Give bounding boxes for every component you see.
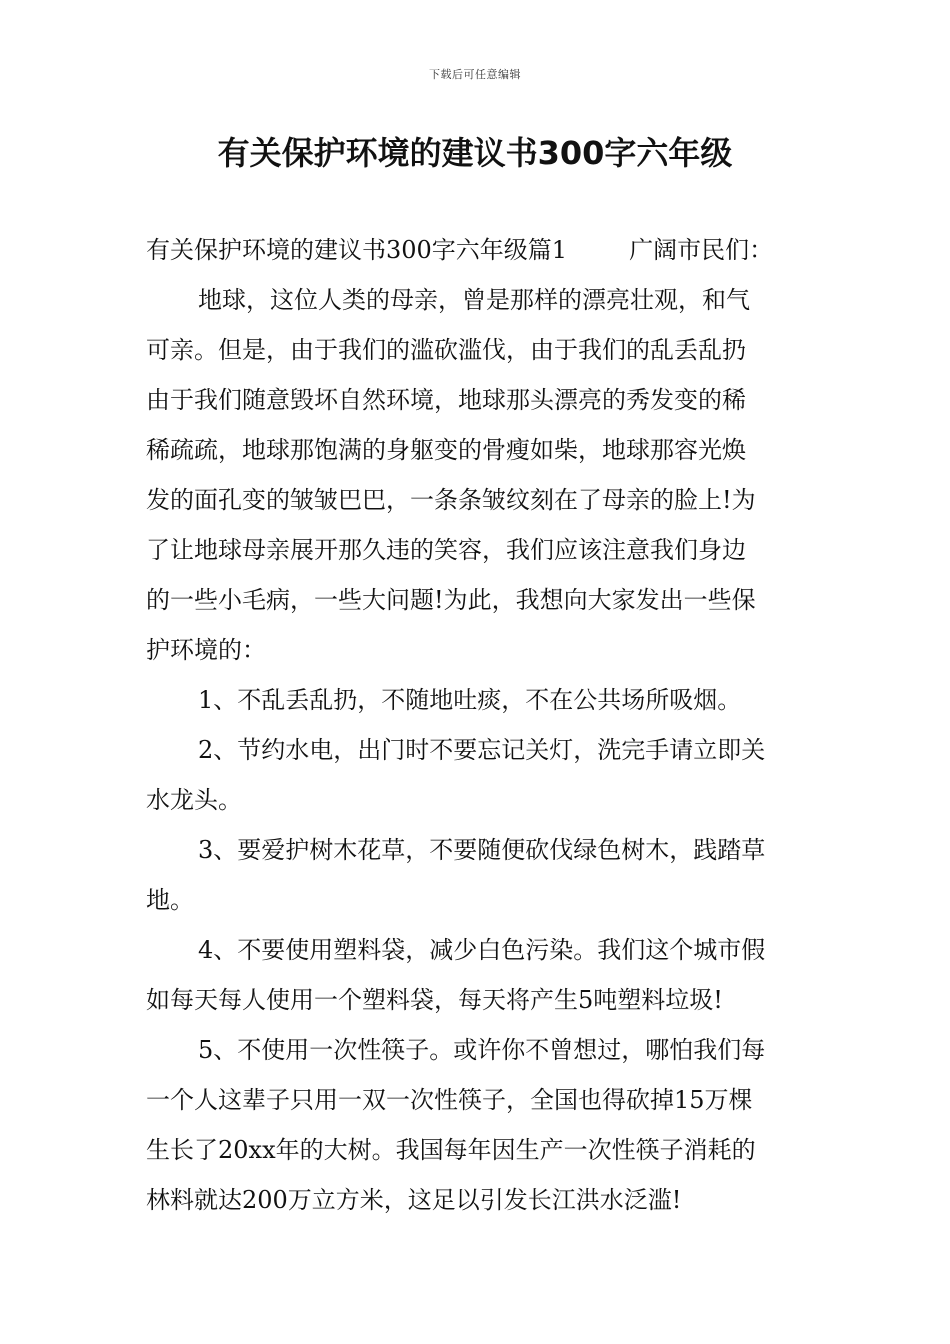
list-item-4-continued: 如每天每人使用一个塑料袋，每天将产生5吨塑料垃圾! (146, 986, 723, 1014)
paragraph-line: 可亲。但是，由于我们的滥砍滥伐，由于我们的乱丢乱扔 (146, 336, 746, 364)
list-item-5-continued: 一个人这辈子只用一双一次性筷子，全国也得砍掉15万棵 (146, 1086, 753, 1114)
paragraph-line: 护环境的： (146, 636, 266, 664)
list-item-2-continued: 水龙头。 (146, 786, 242, 814)
paragraph-line: 由于我们随意毁坏自然环境，地球那头漂亮的秀发变的稀 (146, 386, 746, 414)
list-item-1: 1、不乱丢乱扔，不随地吐痰，不在公共场所吸烟。 (198, 686, 742, 714)
document-body (146, 225, 810, 1225)
list-item-3: 3、要爱护树木花草，不要随便砍伐绿色树木，践踏草 (198, 836, 766, 864)
paragraph-line: 了让地球母亲展开那久违的笑容，我们应该注意我们身边 (146, 536, 746, 564)
salutation: 广阔市民们： (629, 236, 774, 264)
paragraph-line: 发的面孔变的皱皱巴巴，一条条皱纹刻在了母亲的脸上!为 (146, 486, 756, 514)
paragraph-line: 稀疏疏，地球那饱满的身躯变的骨瘦如柴，地球那容光焕 (146, 436, 746, 464)
list-item-3-continued: 地。 (146, 886, 194, 914)
list-item-5: 5、不使用一次性筷子。或许你不曾想过，哪怕我们每 (198, 1036, 766, 1064)
paragraph-line: 的一些小毛病，一些大问题!为此，我想向大家发出一些保 (146, 586, 756, 614)
section-heading: 有关保护环境的建议书300字六年级篇1 (146, 236, 568, 264)
paragraph-line: 地球，这位人类的母亲，曾是那样的漂亮壮观，和气 (198, 286, 750, 314)
list-item-5-continued: 林料就达200万立方米，这足以引发长江洪水泛滥! (146, 1186, 682, 1214)
list-item-4: 4、不要使用塑料袋，减少白色污染。我们这个城市假 (198, 936, 766, 964)
header-note: 下载后可任意编辑 (429, 68, 521, 81)
list-item-2: 2、节约水电，出门时不要忘记关灯，洗完手请立即关 (198, 736, 766, 764)
intro-line (146, 225, 810, 275)
document-title: 有关保护环境的建议书300字六年级 (217, 134, 733, 172)
list-item-5-continued: 生长了20xx年的大树。我国每年因生产一次性筷子消耗的 (146, 1136, 756, 1164)
